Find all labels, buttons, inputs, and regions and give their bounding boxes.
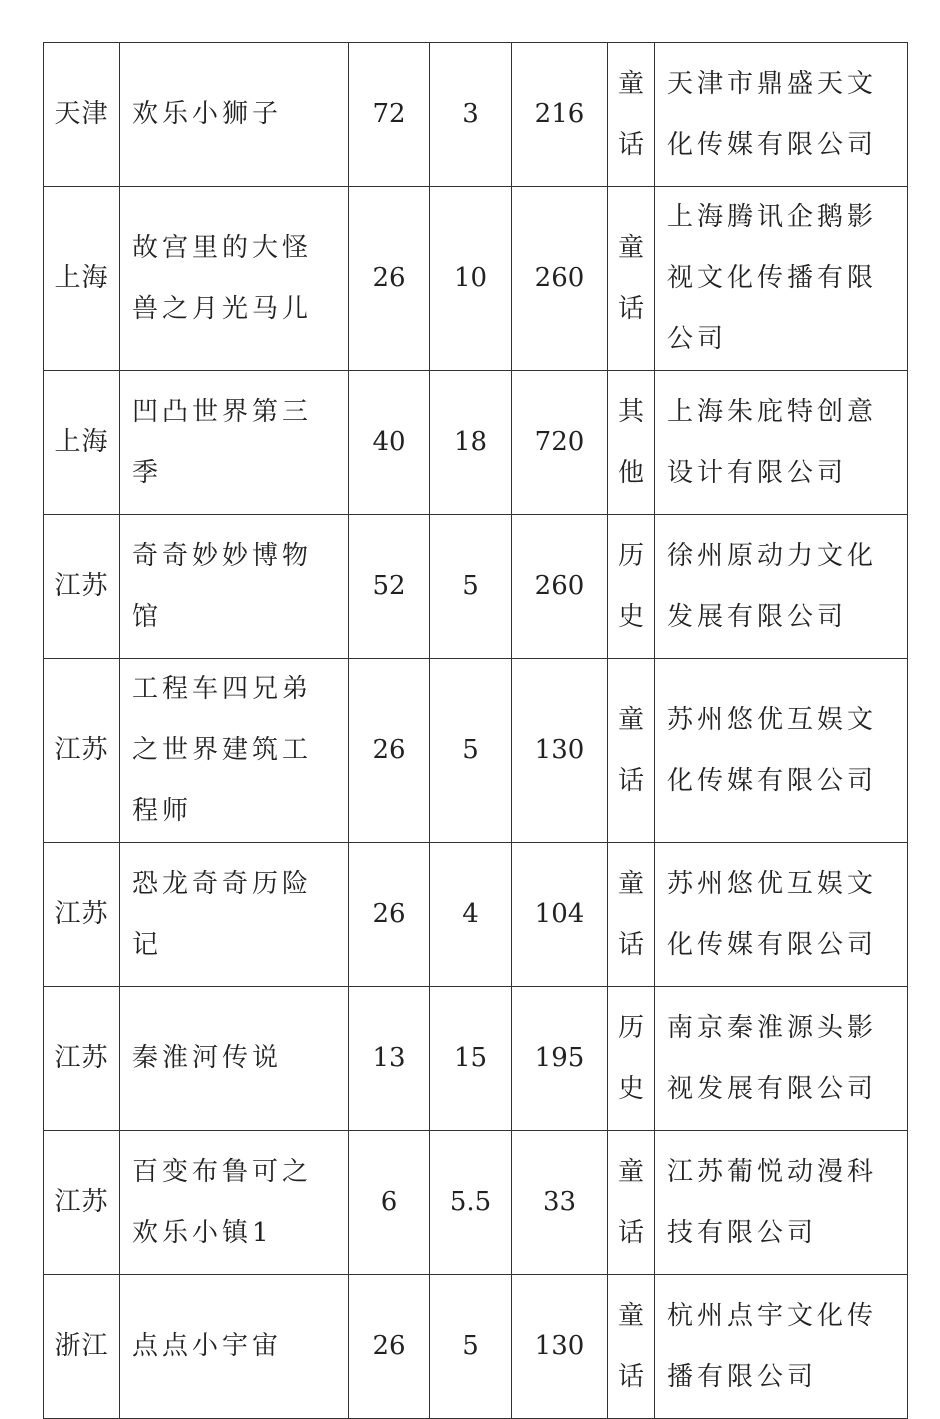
genre-char-1: 童	[617, 704, 644, 735]
title-cell: 工程车四兄弟之世界建筑工程师	[120, 659, 349, 843]
province-cell: 天津	[44, 43, 120, 187]
table-row	[44, 515, 908, 659]
genre-cell	[608, 659, 655, 843]
registration-table	[43, 42, 908, 1419]
table-row	[44, 43, 908, 187]
genre-char-1: 童	[617, 68, 644, 99]
company-cell: 南京秦淮源头影视发展有限公司	[655, 987, 908, 1131]
genre-cell	[608, 371, 655, 515]
title-cell: 恐龙奇奇历险记	[120, 843, 349, 987]
province-cell: 上海	[44, 371, 120, 515]
total-minutes-cell: 260	[512, 515, 608, 659]
province-cell: 上海	[44, 187, 120, 371]
table-row	[44, 1275, 908, 1419]
province-cell: 江苏	[44, 515, 120, 659]
total-minutes-cell: 104	[512, 843, 608, 987]
province-cell: 江苏	[44, 659, 120, 843]
genre-char-2: 话	[617, 1361, 644, 1392]
company-cell: 苏州悠优互娱文化传媒有限公司	[655, 659, 908, 843]
total-minutes-cell: 130	[512, 1275, 608, 1419]
table-row	[44, 987, 908, 1131]
total-minutes-cell: 260	[512, 187, 608, 371]
genre-char-2: 话	[617, 293, 644, 324]
episodes-cell: 26	[349, 843, 430, 987]
minutes-per-episode-cell: 5	[430, 1275, 512, 1419]
table-row	[44, 187, 908, 371]
episodes-cell: 72	[349, 43, 430, 187]
genre-char-1: 童	[617, 868, 644, 899]
episodes-cell: 26	[349, 187, 430, 371]
title-cell: 秦淮河传说	[120, 987, 349, 1131]
table-row	[44, 843, 908, 987]
minutes-per-episode-cell: 5.5	[430, 1131, 512, 1275]
genre-cell	[608, 843, 655, 987]
minutes-per-episode-cell: 5	[430, 515, 512, 659]
company-cell: 苏州悠优互娱文化传媒有限公司	[655, 843, 908, 987]
genre-char-1: 童	[617, 1156, 644, 1187]
total-minutes-cell: 720	[512, 371, 608, 515]
episodes-cell: 52	[349, 515, 430, 659]
minutes-per-episode-cell: 18	[430, 371, 512, 515]
episodes-cell: 26	[349, 659, 430, 843]
province-cell: 浙江	[44, 1275, 120, 1419]
minutes-per-episode-cell: 3	[430, 43, 512, 187]
minutes-per-episode-cell: 4	[430, 843, 512, 987]
table-row	[44, 659, 908, 843]
genre-char-1: 历	[617, 1012, 644, 1043]
total-minutes-cell: 216	[512, 43, 608, 187]
genre-char-2: 话	[617, 765, 644, 796]
company-cell: 天津市鼎盛天文化传媒有限公司	[655, 43, 908, 187]
table-body	[44, 43, 908, 1419]
total-minutes-cell: 33	[512, 1131, 608, 1275]
company-cell: 杭州点宇文化传播有限公司	[655, 1275, 908, 1419]
title-cell: 奇奇妙妙博物馆	[120, 515, 349, 659]
genre-char-2: 他	[617, 457, 644, 488]
table-row	[44, 371, 908, 515]
genre-char-2: 史	[617, 601, 644, 632]
genre-cell	[608, 1131, 655, 1275]
title-cell: 百变布鲁可之欢乐小镇1	[120, 1131, 349, 1275]
table-row	[44, 1131, 908, 1275]
genre-char-2: 话	[617, 929, 644, 960]
episodes-cell: 13	[349, 987, 430, 1131]
episodes-cell: 6	[349, 1131, 430, 1275]
genre-char-2: 话	[617, 129, 644, 160]
minutes-per-episode-cell: 5	[430, 659, 512, 843]
company-cell: 江苏葡悦动漫科技有限公司	[655, 1131, 908, 1275]
province-cell: 江苏	[44, 1131, 120, 1275]
genre-char-1: 童	[617, 1300, 644, 1331]
minutes-per-episode-cell: 10	[430, 187, 512, 371]
genre-cell	[608, 515, 655, 659]
genre-char-1: 童	[617, 232, 644, 263]
episodes-cell: 26	[349, 1275, 430, 1419]
genre-cell	[608, 987, 655, 1131]
genre-char-1: 其	[617, 396, 644, 427]
genre-cell	[608, 187, 655, 371]
company-cell: 上海腾讯企鹅影视文化传播有限公司	[655, 187, 908, 371]
genre-char-2: 话	[617, 1217, 644, 1248]
genre-char-1: 历	[617, 540, 644, 571]
title-cell: 凹凸世界第三季	[120, 371, 349, 515]
genre-cell	[608, 1275, 655, 1419]
genre-char-2: 史	[617, 1073, 644, 1104]
total-minutes-cell: 130	[512, 659, 608, 843]
title-cell: 欢乐小狮子	[120, 43, 349, 187]
title-cell: 故宫里的大怪兽之月光马儿	[120, 187, 349, 371]
episodes-cell: 40	[349, 371, 430, 515]
company-cell: 上海朱庇特创意设计有限公司	[655, 371, 908, 515]
total-minutes-cell: 195	[512, 987, 608, 1131]
province-cell: 江苏	[44, 987, 120, 1131]
title-cell: 点点小宇宙	[120, 1275, 349, 1419]
minutes-per-episode-cell: 15	[430, 987, 512, 1131]
company-cell: 徐州原动力文化发展有限公司	[655, 515, 908, 659]
genre-cell	[608, 43, 655, 187]
province-cell: 江苏	[44, 843, 120, 987]
